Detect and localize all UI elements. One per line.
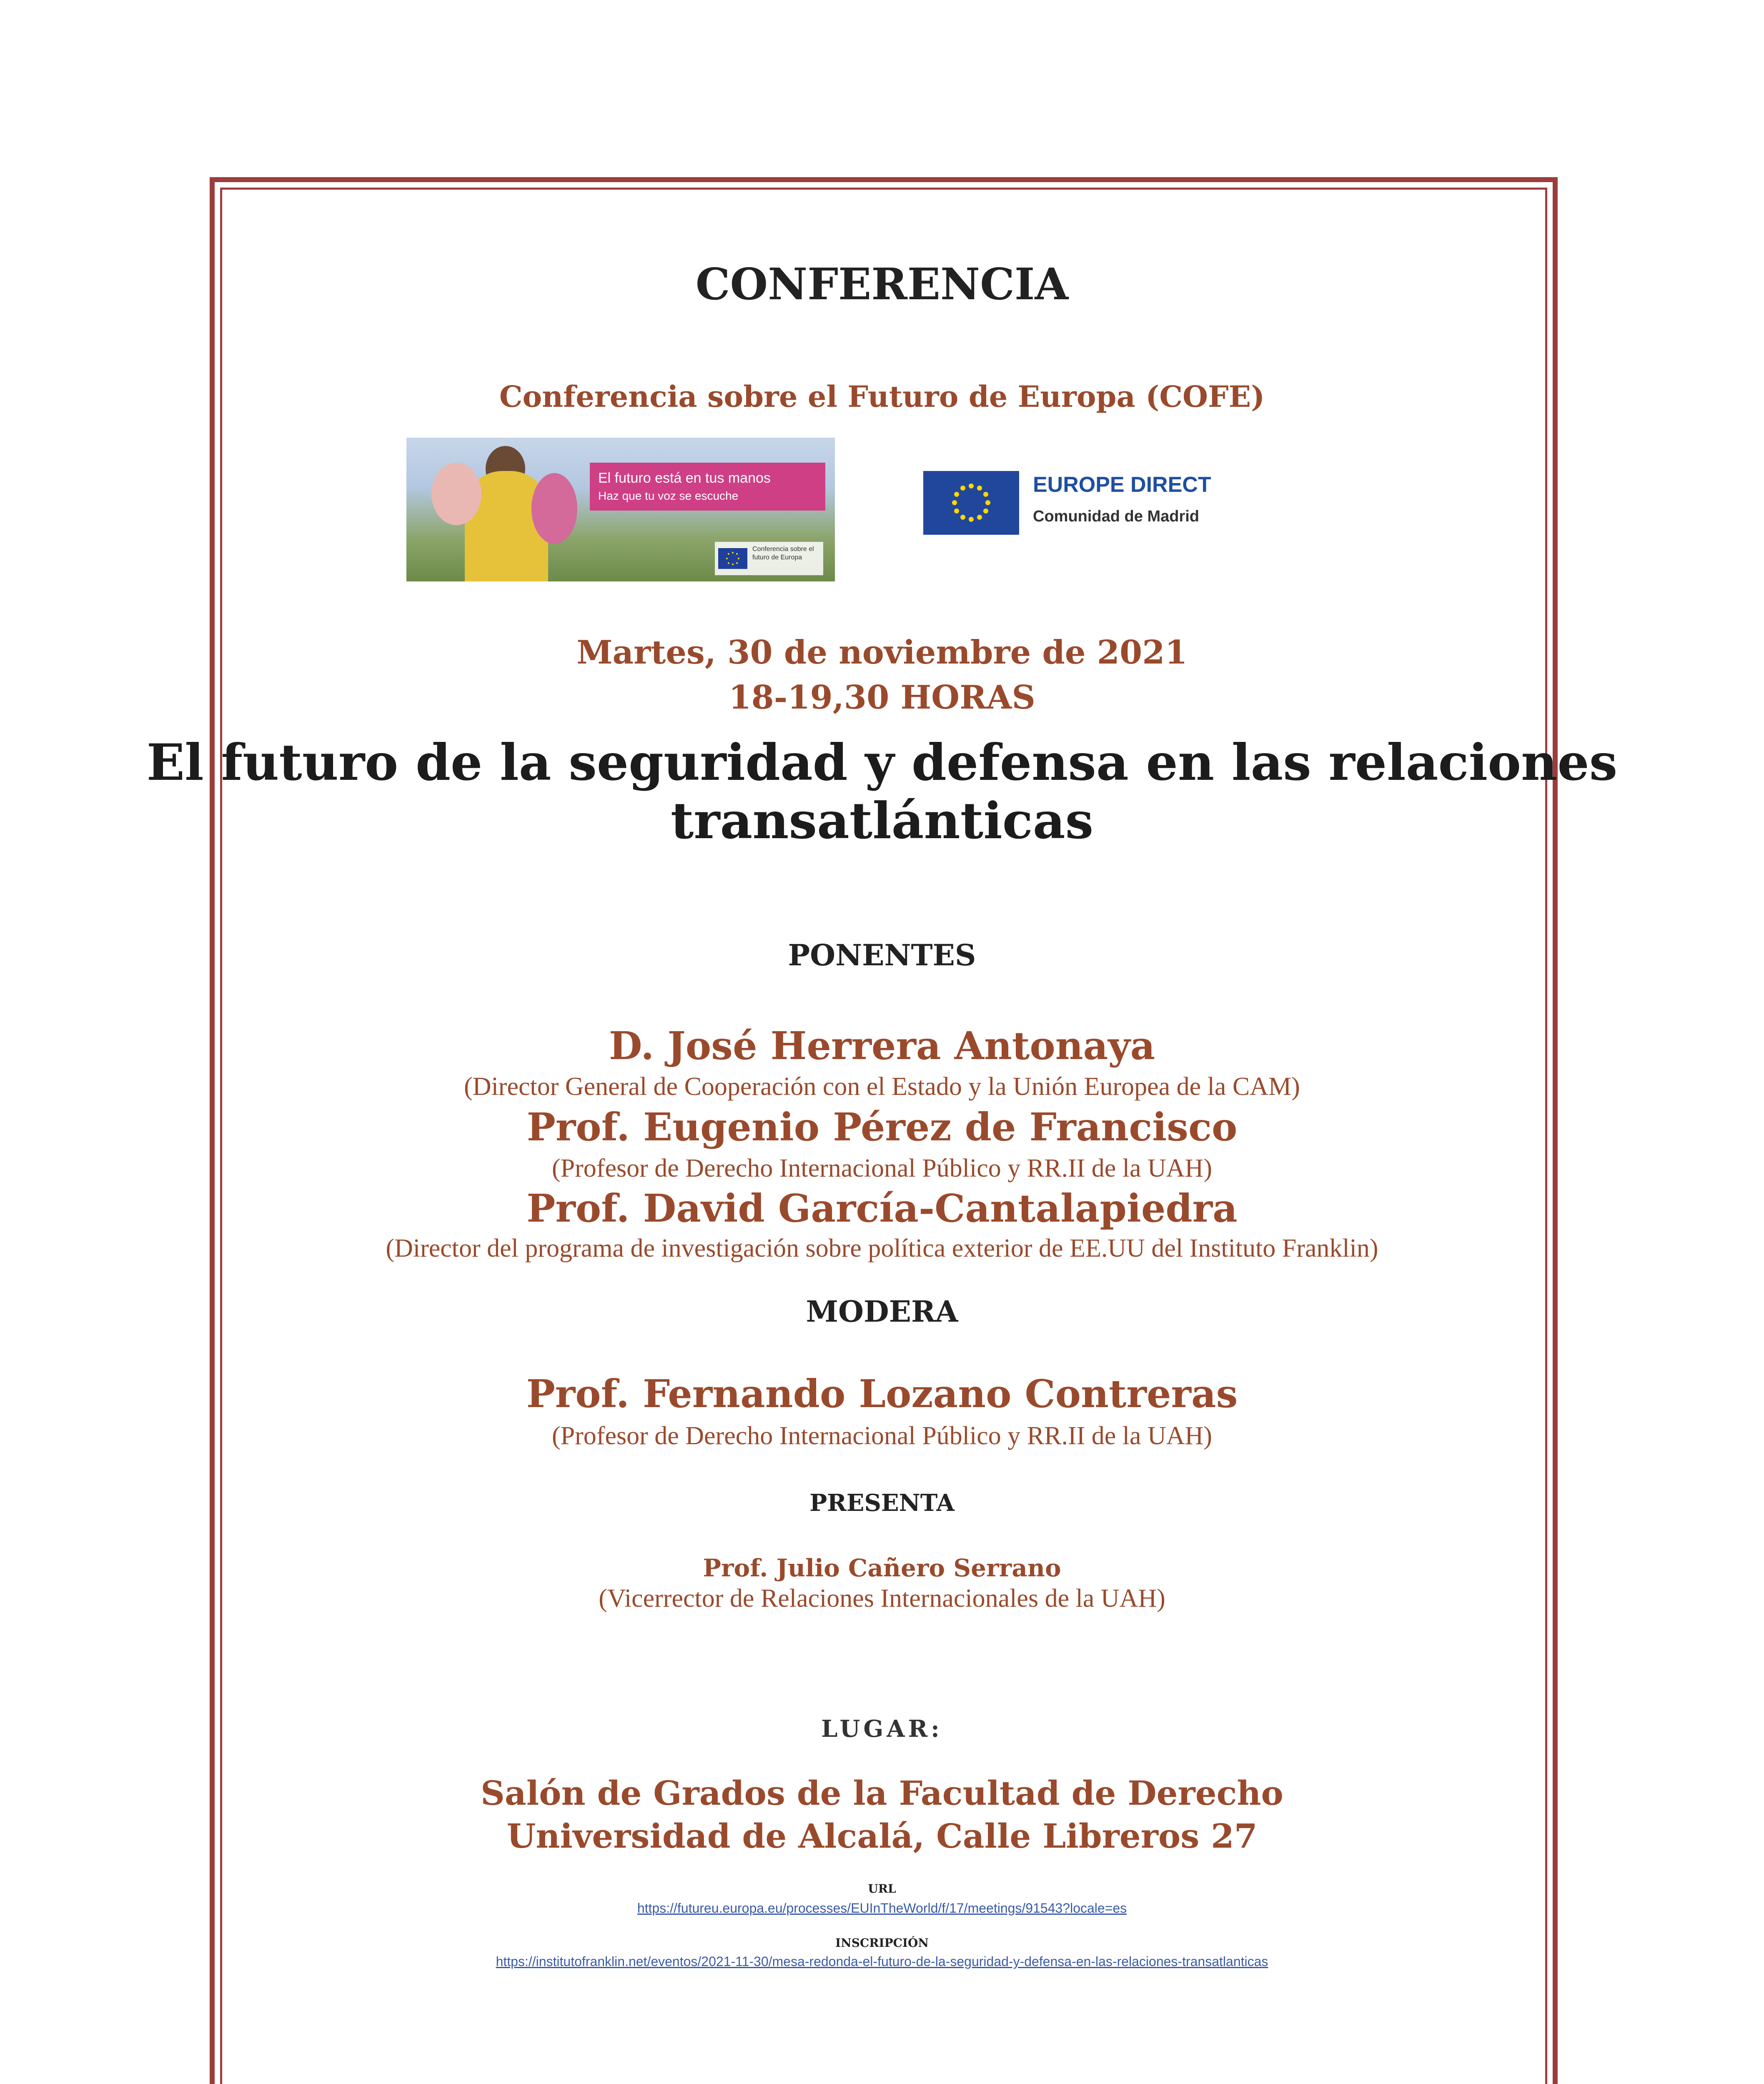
- banner-card-text: Conferencia sobre el futuro de Europa: [752, 546, 814, 561]
- event-title-line2: transatlánticas: [670, 792, 1094, 850]
- lugar-label: LUGAR:: [821, 1715, 943, 1743]
- url-label: URL: [868, 1882, 896, 1896]
- banner-headline: El futuro está en tus manos: [598, 470, 771, 486]
- speaker-name: Prof. David García-Cantalapiedra: [526, 1186, 1238, 1231]
- cofe-subtitle: Conferencia sobre el Futuro de Europa (COFE): [499, 379, 1265, 414]
- speaker-name: D. José Herrera Antonaya: [609, 1023, 1155, 1068]
- moderator-role: (Profesor de Derecho Internacional Público y RR.II de la UAH): [552, 1422, 1212, 1450]
- moderator-name: Prof. Fernando Lozano Contreras: [526, 1371, 1238, 1416]
- speaker-name: Prof. Eugenio Pérez de Francisco: [526, 1105, 1238, 1150]
- banner-child-right: [531, 473, 577, 544]
- venue-line1: Salón de Grados de la Facultad de Derecho: [481, 1773, 1283, 1813]
- inscripcion-label: INSCRIPCIÓN: [835, 1936, 929, 1950]
- speaker-role: (Director General de Cooperación con el Estado y la Unión Europea de la CAM): [464, 1072, 1300, 1101]
- europe-direct-title: EUROPE DIRECT: [1033, 473, 1211, 497]
- eu-flag-icon: [718, 548, 747, 569]
- event-hours: 18-19,30 HORAS: [729, 679, 1035, 716]
- cofe-banner-image: [406, 438, 835, 581]
- europe-direct-subtitle: Comunidad de Madrid: [1033, 508, 1199, 525]
- eu-flag-icon: [923, 471, 1019, 535]
- presenta-label: PRESENTA: [809, 1489, 955, 1517]
- ponentes-label: PONENTES: [788, 938, 976, 972]
- event-title-line1: El futuro de la seguridad y defensa en las relaciones: [146, 733, 1618, 792]
- event-date: Martes, 30 de noviembre de 2021: [576, 634, 1188, 671]
- speaker-role: (Profesor de Derecho Internacional Público y RR.II de la UAH): [552, 1154, 1212, 1182]
- speaker-role: (Director del programa de investigación sobre política exterior de EE.UU del Instituto Franklin): [386, 1234, 1378, 1262]
- modera-label: MODERA: [806, 1294, 958, 1329]
- presenter-role: (Vicerrector de Relaciones Internacionales de la UAH): [599, 1584, 1165, 1613]
- banner-child-left: [431, 463, 481, 525]
- inscripcion-link[interactable]: https://institutofranklin.net/eventos/2021-11-30/mesa-redonda-el-futuro-de-la-seguridad-y-defensa-en-las-relaciones-transatlanticas: [496, 1954, 1268, 1969]
- page-title: CONFERENCIA: [695, 258, 1069, 310]
- event-title: [0, 734, 1764, 850]
- banner-subline: Haz que tu voz se escuche: [598, 489, 739, 502]
- presenter-name: Prof. Julio Cañero Serrano: [703, 1554, 1061, 1582]
- event-url-link[interactable]: https://futureu.europa.eu/processes/EUInTheWorld/f/17/meetings/91543?locale=es: [637, 1901, 1127, 1916]
- banner-pink-box: [590, 463, 825, 511]
- banner-cofe-card: [715, 542, 823, 575]
- venue-line2: Universidad de Alcalá, Calle Libreros 27: [506, 1816, 1258, 1856]
